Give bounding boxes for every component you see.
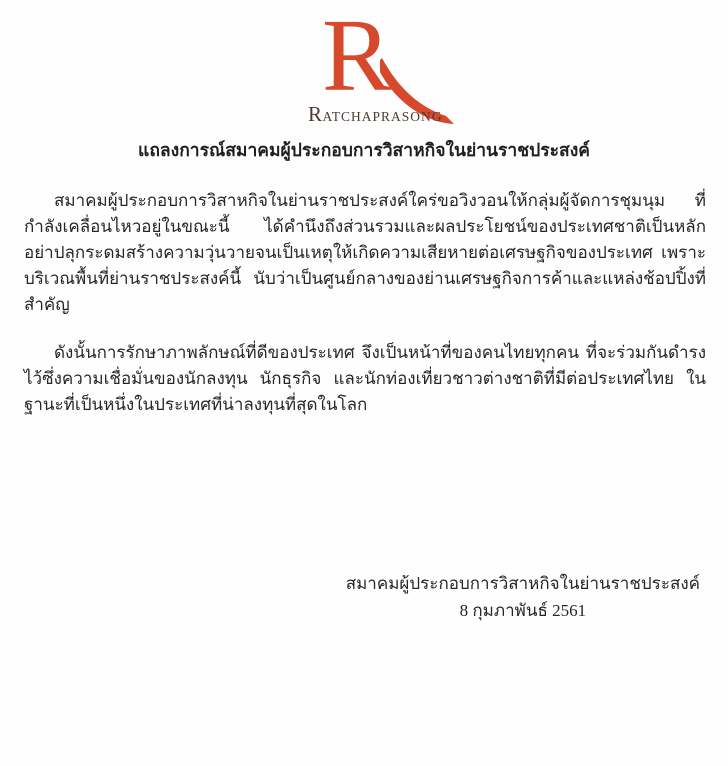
statement-title: แถลงการณ์สมาคมผู้ประกอบการวิสาหกิจในย่านราชประสงค์ [138, 140, 590, 160]
paragraph-2: ดังนั้นการรักษาภาพลักษณ์ที่ดีของประเทศ จึงเป็นหน้าที่ของคนไทยทุกคน ที่จะร่วมกันดำรงไว้ซึ่งความเชื่อมั่นของนักลงทุน นักธุรกิจ และนักท่องเที่ยวชาวต่างชาติที่มีต่อประเทศไทย ในฐานะที่เป็นหนึ่งในประเทศที่น่าลงทุนที่สุดในโลก [24, 343, 706, 414]
logo-brand-initial: R [308, 102, 323, 126]
ratchaprasong-logo [274, 0, 454, 126]
paragraph-1: สมาคมผู้ประกอบการวิสาหกิจในย่านราชประสงค์ใคร่ขอวิงวอนให้กลุ่มผู้จัดการชุมนุม ที่กำลังเคลื่อนไหวอยู่ในขณะนี้ ได้คำนึงถึงส่วนรวมและผลประโยชน์ของประเทศชาติเป็นหลัก อย่าปลุกระดมสร้างความวุ่นวายจนเป็นเหตุให้เกิดความเสียหายต่อเศรษฐกิจของประเทศ เพราะบริเวณพื้นที่ย่านราชประสงค์นี้ นับว่าเป็นศูนย์กลางของย่านเศรษฐกิจการค้าและแหล่งช้อปปิ้งที่สำคัญ [24, 191, 706, 314]
logo-brand-rest: ATCHAPRASONG [322, 109, 443, 124]
logo-r-letter: R [322, 0, 392, 113]
signature-organization: สมาคมผู้ประกอบการวิสาหกิจในย่านราชประสงค์ [345, 574, 700, 593]
signature-block [346, 570, 700, 624]
signature-date: 8 กุมภาพันธ์ 2561 [459, 601, 587, 620]
logo-brand-text [308, 102, 443, 127]
